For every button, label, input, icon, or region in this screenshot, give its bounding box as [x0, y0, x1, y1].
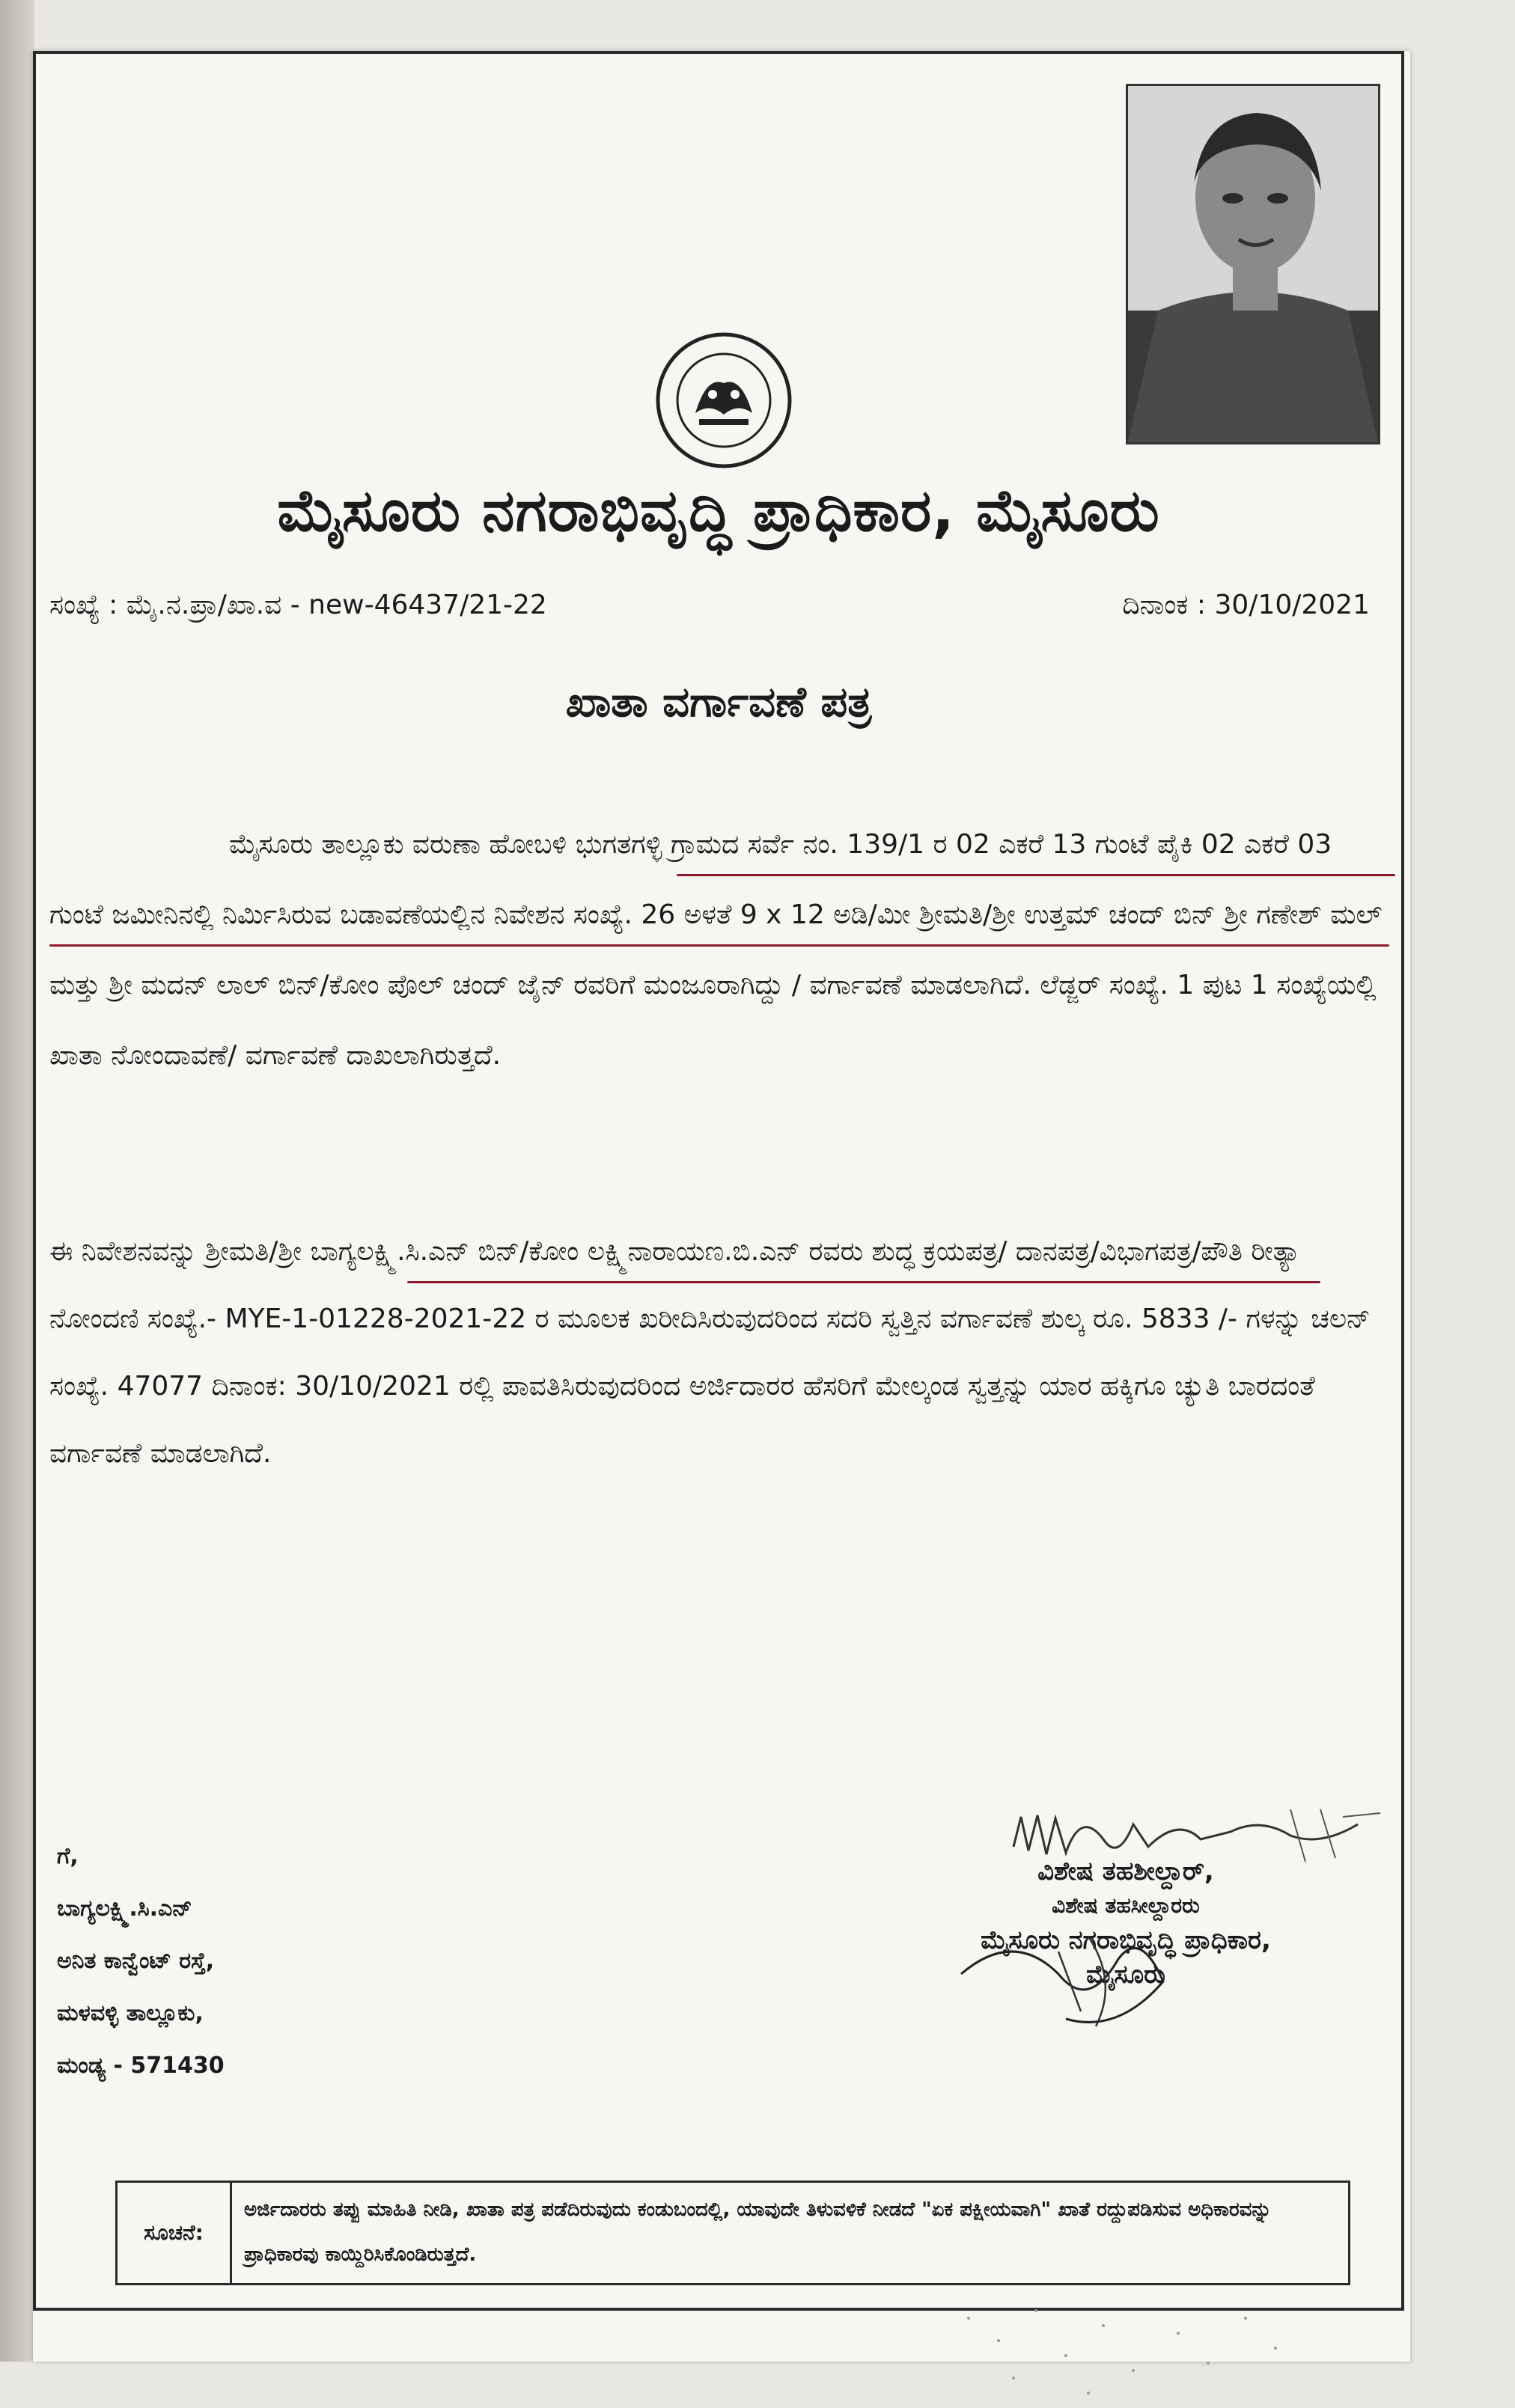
highlight-underline-1 [677, 874, 1395, 876]
transfer-details-paragraph: ಮೈಸೂರು ತಾಲ್ಲೂಕು ವರುಣಾ ಹೋಬಳಿ ಭುಗತಗಳ್ಳಿ ಗ್ರಾಮದ ಸರ್ವೆ ನಂ. 139/1 ರ 02 ಎಕರೆ 13 ಗುಂಟೆ ಪೈಕಿ 02 ಎಕರೆ 03 ಗುಂಟೆ ಜಮೀನಿನಲ್ಲಿ ನಿರ್ಮಿಸಿರುವ ಬಡಾವಣೆಯಲ್ಲಿನ ನಿವೇಶನ ಸಂಖ್ಯೆ. 26 ಅಳತೆ 9 x 12 ಅಡಿ/ಮೀ ಶ್ರೀಮತಿ/ಶ್ರೀ ಉತ್ತಮ್ ಚಂದ್ ಬಿನ್ ಶ್ರೀ ಗಣೇಶ್ ಮಲ್ ಮತ್ತು ಶ್ರೀ ಮದನ್ ಲಾಲ್ ಬಿನ್/ಕೋಂ ಪೊಲ್ ಚಂದ್ ಜೈನ್ ರವರಿಗೆ ಮಂಜೂರಾಗಿದ್ದು / ವರ್ಗಾವಣೆ ಮಾಡಲಾಗಿದೆ. ಲೆಡ್ಜರ್ ಸಂಖ್ಯೆ. 1 ಪುಟ 1 ಸಂಖ್ಯೆಯಲ್ಲಿ ಖಾತಾ ನೋಂದಾವಣೆ/ ವರ್ಗಾವಣೆ ದಾಖಲಾಗಿರುತ್ತದೆ. [49, 829, 1383, 1071]
signatory-authority: ಮೈಸೂರು ನಗರಾಭಿವೃದ್ಧಿ ಪ್ರಾಧಿಕಾರ, [981, 1925, 1271, 1955]
background-edge [0, 0, 34, 2362]
highlight-underline-3 [407, 1281, 1320, 1283]
recipient-to: ಗೆ, [57, 1843, 79, 1869]
authority-seal-icon [654, 331, 793, 470]
recipient-district: ಮಂಡ್ಯ - 571430 [57, 2053, 225, 2079]
signatory-city: ಮೈಸೂರು [1086, 1960, 1165, 1990]
recipient-taluk: ಮಳವಳ್ಳಿ ತಾಲ್ಲೂಕು, [57, 2000, 204, 2026]
recipient-address [57, 1830, 225, 2092]
note-label: ಸೂಚನೆ: [118, 2183, 232, 2283]
print-speckle [954, 2288, 1298, 2408]
document-page [33, 51, 1410, 2362]
highlight-underline-2 [49, 944, 1389, 947]
recipient-name: ಬಾಗ್ಯಲಕ್ಷ್ಮಿ.ಸಿ.ಎನ್ [57, 1895, 192, 1922]
reference-date: ದಿನಾಂಕ : 30/10/2021 [1122, 590, 1370, 620]
signatory-stamp-line: ವಿಶೇಷ ತಹಸೀಲ್ದಾರರು [1052, 1893, 1200, 1918]
note-box [115, 2181, 1350, 2285]
organization-title: ಮೈಸೂರು ನಗರಾಭಿವೃದ್ಧಿ ಪ್ರಾಧಿಕಾರ, ಮೈಸೂರು [277, 477, 1160, 545]
reference-number: ಸಂಖ್ಯೆ : ಮೈ.ನ.ಪ್ರಾ/ಖಾ.ವ - new-46437/21-22 [49, 590, 547, 620]
document-title: ಖಾತಾ ವರ್ಗಾವಣೆ ಪತ್ರ [565, 678, 872, 727]
note-text: ಅರ್ಜಿದಾರರು ತಪ್ಪು ಮಾಹಿತಿ ನೀಡಿ, ಖಾತಾ ಪತ್ರ ಪಡೆದಿರುವುದು ಕಂಡುಬಂದಲ್ಲಿ, ಯಾವುದೇ ತಿಳುವಳಿಕೆ ನೀಡದೆ "ಏಕ ಪಕ್ಷೀಯವಾಗಿ" ಖಾತೆ ರದ್ದುಪಡಿಸುವ ಅಧಿಕಾರವನ್ನು ಪ್ರಾಧಿಕಾರವು ಕಾಯ್ದಿರಿಸಿಕೊಂಡಿರುತ್ತದೆ. [244, 2198, 1272, 2266]
signatory-designation: ವಿಶೇಷ ತಹಶೀಲ್ದಾರ್, [1037, 1857, 1214, 1886]
recipient-street: ಅನಿತ ಕಾನ್ವೆಂಟ್ ರಸ್ತೆ, [57, 1948, 215, 1974]
applicant-photo [1126, 84, 1380, 444]
purchase-details-paragraph: ಈ ನಿವೇಶನವನ್ನು ಶ್ರೀಮತಿ/ಶ್ರೀ ಬಾಗ್ಯಲಕ್ಷ್ಮಿ.ಸಿ.ಎನ್ ಬಿನ್/ಕೋಂ ಲಕ್ಷ್ಮಿನಾರಾಯಣ.ಬಿ.ಎನ್ ರವರು ಶುದ್ಧ ಕ್ರಯಪತ್ರ/ ದಾನಪತ್ರ/ವಿಭಾಗಪತ್ರ/ಪೌತಿ ರೀತ್ಯಾ ನೋಂದಣಿ ಸಂಖ್ಯೆ.- MYE-1-01228-2021-22 ರ ಮೂಲಕ ಖರೀದಿಸಿರುವುದರಿಂದ ಸದರಿ ಸ್ವತ್ತಿನ ವರ್ಗಾವಣೆ ಶುಲ್ಕ ರೂ. 5833 /- ಗಳನ್ನು ಚಲನ್ ಸಂಖ್ಯೆ. 47077 ದಿನಾಂಕ: 30/10/2021 ರಲ್ಲಿ ಪಾವತಿಸಿರುವುದರಿಂದ ಅರ್ಜಿದಾರರ ಹೆಸರಿಗೆ ಮೇಲ್ಕಂಡ ಸ್ವತ್ತನ್ನು ಯಾರ ಹಕ್ಕಿಗೂ ಚ್ಯುತಿ ಬಾರದಂತೆ ವರ್ಗಾವಣೆ ಮಾಡಲಾಗಿದೆ. [49, 1236, 1371, 1469]
signature-overlay [894, 1862, 1358, 2041]
